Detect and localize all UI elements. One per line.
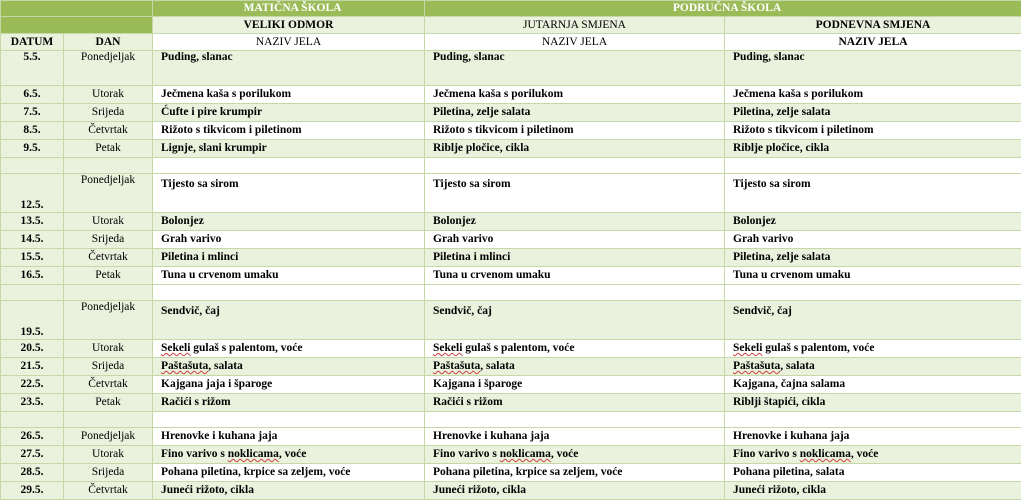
jutarnja-dish-cell: Sekeli gulaš s palentom, voće	[425, 340, 725, 358]
group-header-row	[1, 1, 1021, 17]
date-cell: 14.5.	[1, 231, 64, 249]
maticna-dish-cell: Ćufte i pire krumpir	[153, 104, 425, 122]
maticna-dish-cell: Račići s rižom	[153, 394, 425, 412]
separator-cell	[725, 412, 1021, 428]
menu-row	[1, 51, 1021, 86]
day-cell: Srijeda	[64, 231, 153, 249]
day-cell: Ponedjeljak	[64, 428, 153, 446]
date-cell: 26.5.	[1, 428, 64, 446]
podnevna-dish-cell: Riblje pločice, cikla	[725, 140, 1021, 158]
separator-cell	[64, 285, 153, 301]
datum-header: DATUM	[1, 34, 64, 51]
jutarnja-dish-cell: Piletina, zelje salata	[425, 104, 725, 122]
day-cell: Srijeda	[64, 464, 153, 482]
menu-row	[1, 358, 1021, 376]
day-cell: Petak	[64, 394, 153, 412]
podnevna-dish-cell: Paštašuta, salata	[725, 358, 1021, 376]
podnevna-dish-cell: Riblji štapići, cikla	[725, 394, 1021, 412]
podnevna-dish-cell: Hrenovke i kuhana jaja	[725, 428, 1021, 446]
subheader-spacer	[1, 17, 153, 34]
naziv-jela-header: NAZIV JELA	[725, 34, 1021, 51]
menu-row	[1, 231, 1021, 249]
separator-cell	[153, 158, 425, 174]
maticna-dish-cell: Sendvič, čaj	[153, 301, 425, 340]
spellcheck-word: noklicama	[800, 448, 851, 460]
separator-cell	[64, 158, 153, 174]
maticna-dish-cell: Kajgana jaja i šparoge	[153, 376, 425, 394]
menu-row	[1, 122, 1021, 140]
maticna-dish-cell: Hrenovke i kuhana jaja	[153, 428, 425, 446]
date-cell: 16.5.	[1, 267, 64, 285]
menu-row	[1, 464, 1021, 482]
jutarnja-dish-cell: Riblje pločice, cikla	[425, 140, 725, 158]
maticna-dish-cell: Puding, slanac	[153, 51, 425, 86]
maticna-header: MATIČNA ŠKOLA	[153, 1, 425, 17]
spellcheck-word: Sekeli	[161, 342, 190, 354]
maticna-dish-cell: Tijesto sa sirom	[153, 174, 425, 213]
day-cell: Četvrtak	[64, 122, 153, 140]
column-header-row	[1, 34, 1021, 51]
date-cell: 5.5.	[1, 51, 64, 86]
jutarnja-dish-cell: Bolonjez	[425, 213, 725, 231]
podnevna-dish-cell: Sendvič, čaj	[725, 301, 1021, 340]
date-cell: 6.5.	[1, 86, 64, 104]
separator-cell	[1, 158, 64, 174]
maticna-dish-cell: Rižoto s tikvicom i piletinom	[153, 122, 425, 140]
maticna-dish-cell: Juneći rižoto, cikla	[153, 482, 425, 500]
day-cell: Petak	[64, 140, 153, 158]
date-cell: 12.5.	[1, 174, 64, 213]
day-cell: Srijeda	[64, 104, 153, 122]
maticna-dish-cell: Bolonjez	[153, 213, 425, 231]
jutarnja-dish-cell: Kajgana i šparoge	[425, 376, 725, 394]
subheader-row	[1, 17, 1021, 34]
day-cell: Srijeda	[64, 358, 153, 376]
date-cell: 28.5.	[1, 464, 64, 482]
spellcheck-word: Paštašuta	[161, 360, 208, 372]
day-cell: Ponedjeljak	[64, 174, 153, 213]
date-cell: 7.5.	[1, 104, 64, 122]
date-cell: 19.5.	[1, 301, 64, 340]
menu-row	[1, 340, 1021, 358]
jutarnja-dish-cell: Paštašuta, salata	[425, 358, 725, 376]
maticna-dish-cell: Fino varivo s noklicama, voće	[153, 446, 425, 464]
jutarnja-dish-cell: Tijesto sa sirom	[425, 174, 725, 213]
podnevna-dish-cell: Rižoto s tikvicom i piletinom	[725, 122, 1021, 140]
menu-row	[1, 267, 1021, 285]
naziv-jela-header: NAZIV JELA	[425, 34, 725, 51]
day-cell: Utorak	[64, 446, 153, 464]
maticna-dish-cell: Pohana piletina, krpice sa zeljem, voće	[153, 464, 425, 482]
spellcheck-word: Paštašuta	[433, 360, 480, 372]
podnevna-dish-cell: Bolonjez	[725, 213, 1021, 231]
podnevna-dish-cell: Puding, slanac	[725, 51, 1021, 86]
maticna-dish-cell: Paštašuta, salata	[153, 358, 425, 376]
separator-cell	[1, 412, 64, 428]
separator-cell	[725, 285, 1021, 301]
spellcheck-word: Sekeli	[733, 342, 762, 354]
day-cell: Petak	[64, 267, 153, 285]
day-cell: Četvrtak	[64, 376, 153, 394]
day-cell: Četvrtak	[64, 249, 153, 267]
menu-row	[1, 104, 1021, 122]
day-cell: Utorak	[64, 213, 153, 231]
spellcheck-word: noklicama	[500, 448, 551, 460]
menu-row	[1, 140, 1021, 158]
day-cell: Ponedjeljak	[64, 51, 153, 86]
dan-header: DAN	[64, 34, 153, 51]
maticna-dish-cell: Sekeli gulaš s palentom, voće	[153, 340, 425, 358]
jutarnja-dish-cell: Rižoto s tikvicom i piletinom	[425, 122, 725, 140]
podnevna-dish-cell: Tuna u crvenom umaku	[725, 267, 1021, 285]
jutarnja-header: JUTARNJA SMJENA	[425, 17, 725, 34]
menu-row	[1, 174, 1021, 213]
separator-cell	[425, 412, 725, 428]
separator-cell	[64, 412, 153, 428]
podnevna-dish-cell: Ječmena kaša s porilukom	[725, 86, 1021, 104]
date-cell: 22.5.	[1, 376, 64, 394]
header-spacer	[1, 1, 153, 17]
separator-cell	[725, 158, 1021, 174]
veliki-odmor-header: VELIKI ODMOR	[153, 17, 425, 34]
jutarnja-dish-cell: Pohana piletina, krpice sa zeljem, voće	[425, 464, 725, 482]
jutarnja-dish-cell: Grah varivo	[425, 231, 725, 249]
jutarnja-dish-cell: Piletina i mlinci	[425, 249, 725, 267]
podnevna-dish-cell: Fino varivo s noklicama, voće	[725, 446, 1021, 464]
maticna-dish-cell: Tuna u crvenom umaku	[153, 267, 425, 285]
menu-row	[1, 482, 1021, 500]
podnevna-dish-cell: Piletina, zelje salata	[725, 249, 1021, 267]
menu-row	[1, 446, 1021, 464]
podrucna-header: PODRUČNA ŠKOLA	[425, 1, 1021, 17]
separator-cell	[1, 285, 64, 301]
podnevna-dish-cell: Tijesto sa sirom	[725, 174, 1021, 213]
date-cell: 21.5.	[1, 358, 64, 376]
day-cell: Četvrtak	[64, 482, 153, 500]
podnevna-dish-cell: Sekeli gulaš s palentom, voće	[725, 340, 1021, 358]
naziv-jela-header: NAZIV JELA	[153, 34, 425, 51]
podnevna-dish-cell: Kajgana, čajna salama	[725, 376, 1021, 394]
date-cell: 9.5.	[1, 140, 64, 158]
spellcheck-word: Sekeli	[433, 342, 462, 354]
podnevna-dish-cell: Grah varivo	[725, 231, 1021, 249]
date-cell: 23.5.	[1, 394, 64, 412]
menu-row	[1, 86, 1021, 104]
day-cell: Utorak	[64, 86, 153, 104]
week-separator-row	[1, 412, 1021, 428]
date-cell: 27.5.	[1, 446, 64, 464]
menu-row	[1, 428, 1021, 446]
podnevna-dish-cell: Piletina, zelje salata	[725, 104, 1021, 122]
maticna-dish-cell: Piletina i mlinci	[153, 249, 425, 267]
menu-row	[1, 376, 1021, 394]
week-separator-row	[1, 285, 1021, 301]
jutarnja-dish-cell: Tuna u crvenom umaku	[425, 267, 725, 285]
separator-cell	[425, 285, 725, 301]
jutarnja-dish-cell: Račići s rižom	[425, 394, 725, 412]
week-separator-row	[1, 158, 1021, 174]
menu-row	[1, 213, 1021, 231]
day-cell: Ponedjeljak	[64, 301, 153, 340]
date-cell: 20.5.	[1, 340, 64, 358]
separator-cell	[153, 412, 425, 428]
podnevna-header: PODNEVNA SMJENA	[725, 17, 1021, 34]
jutarnja-dish-cell: Hrenovke i kuhana jaja	[425, 428, 725, 446]
podnevna-dish-cell: Pohana piletina, salata	[725, 464, 1021, 482]
day-cell: Utorak	[64, 340, 153, 358]
date-cell: 8.5.	[1, 122, 64, 140]
jutarnja-dish-cell: Ječmena kaša s porilukom	[425, 86, 725, 104]
jutarnja-dish-cell: Sendvič, čaj	[425, 301, 725, 340]
menu-row	[1, 394, 1021, 412]
separator-cell	[425, 158, 725, 174]
maticna-dish-cell: Lignje, slani krumpir	[153, 140, 425, 158]
date-cell: 13.5.	[1, 213, 64, 231]
menu-row	[1, 249, 1021, 267]
jutarnja-dish-cell: Juneći rižoto, cikla	[425, 482, 725, 500]
spellcheck-word: Paštašuta	[733, 360, 780, 372]
maticna-dish-cell: Ječmena kaša s porilukom	[153, 86, 425, 104]
jutarnja-dish-cell: Fino varivo s noklicama, voće	[425, 446, 725, 464]
menu-row	[1, 301, 1021, 340]
spellcheck-word: noklicama	[228, 448, 279, 460]
date-cell: 15.5.	[1, 249, 64, 267]
podnevna-dish-cell: Juneći rižoto, cikla	[725, 482, 1021, 500]
separator-cell	[153, 285, 425, 301]
jutarnja-dish-cell: Puding, slanac	[425, 51, 725, 86]
maticna-dish-cell: Grah varivo	[153, 231, 425, 249]
date-cell: 29.5.	[1, 482, 64, 500]
